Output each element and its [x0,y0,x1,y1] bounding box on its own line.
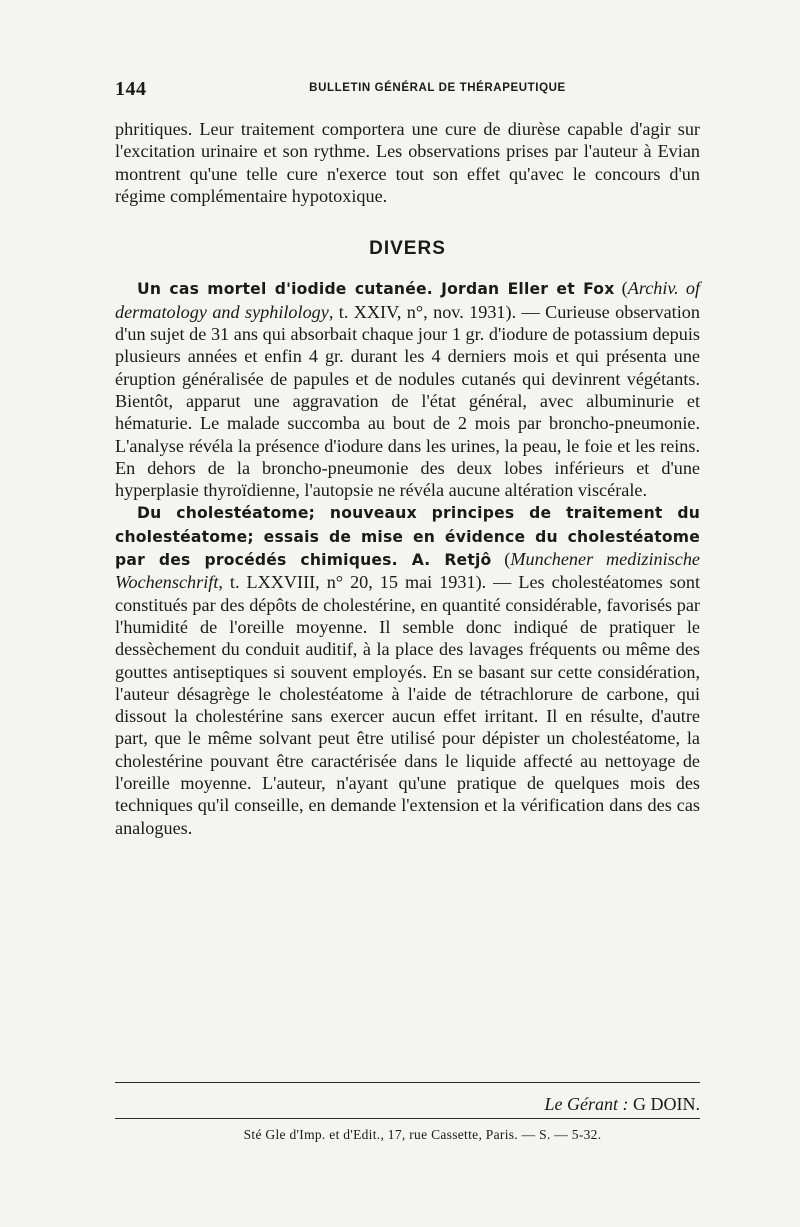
article-2 [115,501,700,838]
article-1-journal: Archiv. of dermatology and syphilology [115,278,701,322]
section-title: DIVERS [369,238,446,260]
article-1-text: — Curieuse observation d'un sujet de 31 ans qui absorbait chaque jour 1 gr. d'iodure de potassium depuis plusieurs années et enfin 4 gr. durant les 4 derniers mois et qui présenta une éruption généralisée de papules et de nodules cutanés qui devinrent végétants. Bientôt, apparut une aggravation de l'état général, avec albuminurie et hématurie. Le malade succomba au bout de 2 mois par broncho-pneumonie. L'analyse révéla la présence d'iodure dans les urines, la peau, le foie et les reins. En dehors de la broncho-pneumonie des deux lobes inférieurs et d'une hyperplasie thyroïdienne, l'autopsie ne révéla aucune altération viscérale. [115,301,700,501]
footer-rule-bottom [115,1118,700,1119]
intro-paragraph: phritiques. Leur traitement comportera une cure de diurèse capable d'agir sur l'excitation urinaire et son rythme. Les observations prises par l'auteur à Evian montrent qu'une telle cure n'exerce tout son effet qu'avec le concours d'un régime complémentaire hypotoxique. [115,119,700,206]
page-number: 144 [115,78,147,100]
article-1-source-open: ( [621,278,628,299]
gerant-name: G DOIN. [633,1094,700,1114]
article-2-source-open: ( [491,549,511,570]
gerant-line [545,1094,701,1115]
printer-imprint: Sté Gle d'Imp. et d'Edit., 17, rue Cassette, Paris. — S. — 5-32. [243,1127,602,1142]
page-header [115,78,700,102]
article-2-journal: Munchener medizinische Wochenschrift [115,549,700,593]
article-1-title: Un cas mortel d'iodide cutanée. Jordan Eller et Fox [137,280,615,299]
footer-rule-top [115,1082,700,1083]
article-2-title: Du cholestéatome; nouveaux principes de traitement du cholestéatome; essais de mise en évidence du cholestéatome par des procédés chimiques. A. Retjô [115,504,700,570]
running-title: BULLETIN GÉNÉRAL DE THÉRAPEUTIQUE [309,82,566,94]
page-body [115,118,700,839]
gerant-label: Le Gérant : [544,1094,629,1114]
article-2-reference: , t. LXXVIII, n° 20, 15 mai 1931). [218,572,487,593]
article-1 [115,277,700,501]
article-2-text: — Les cholestéatomes sont constitués par des dépôts de cholestérine, en quantité considérable, favorisés par l'humidité de l'oreille moyenne. Il semble donc indiqué de pratiquer le dessèchement du conduit auditif, à la place des lavages fréquents ou même des gouttes antiseptiques si souvent employés. En se basant sur cette considération, l'auteur désagrège le cholestéatome à l'aide de tétrachlorure de carbone, qui dissout la cholestérine sans exercer aucun effet irritant. Il en résulte, d'autre part, que le même solvant peut être utilisé pour dépister un cholestéatome, la cholestérine pouvant être caractérisée dans le liquide affecté au nettoyage de l'oreille moyenne. L'auteur, n'ayant qu'une pratique de quelques mois des techniques qu'il conseille, en demande l'extension et la vérification dans des cas analogues. [115,572,700,838]
article-1-reference: , t. XXIV, n°, nov. 1931). [328,301,517,322]
